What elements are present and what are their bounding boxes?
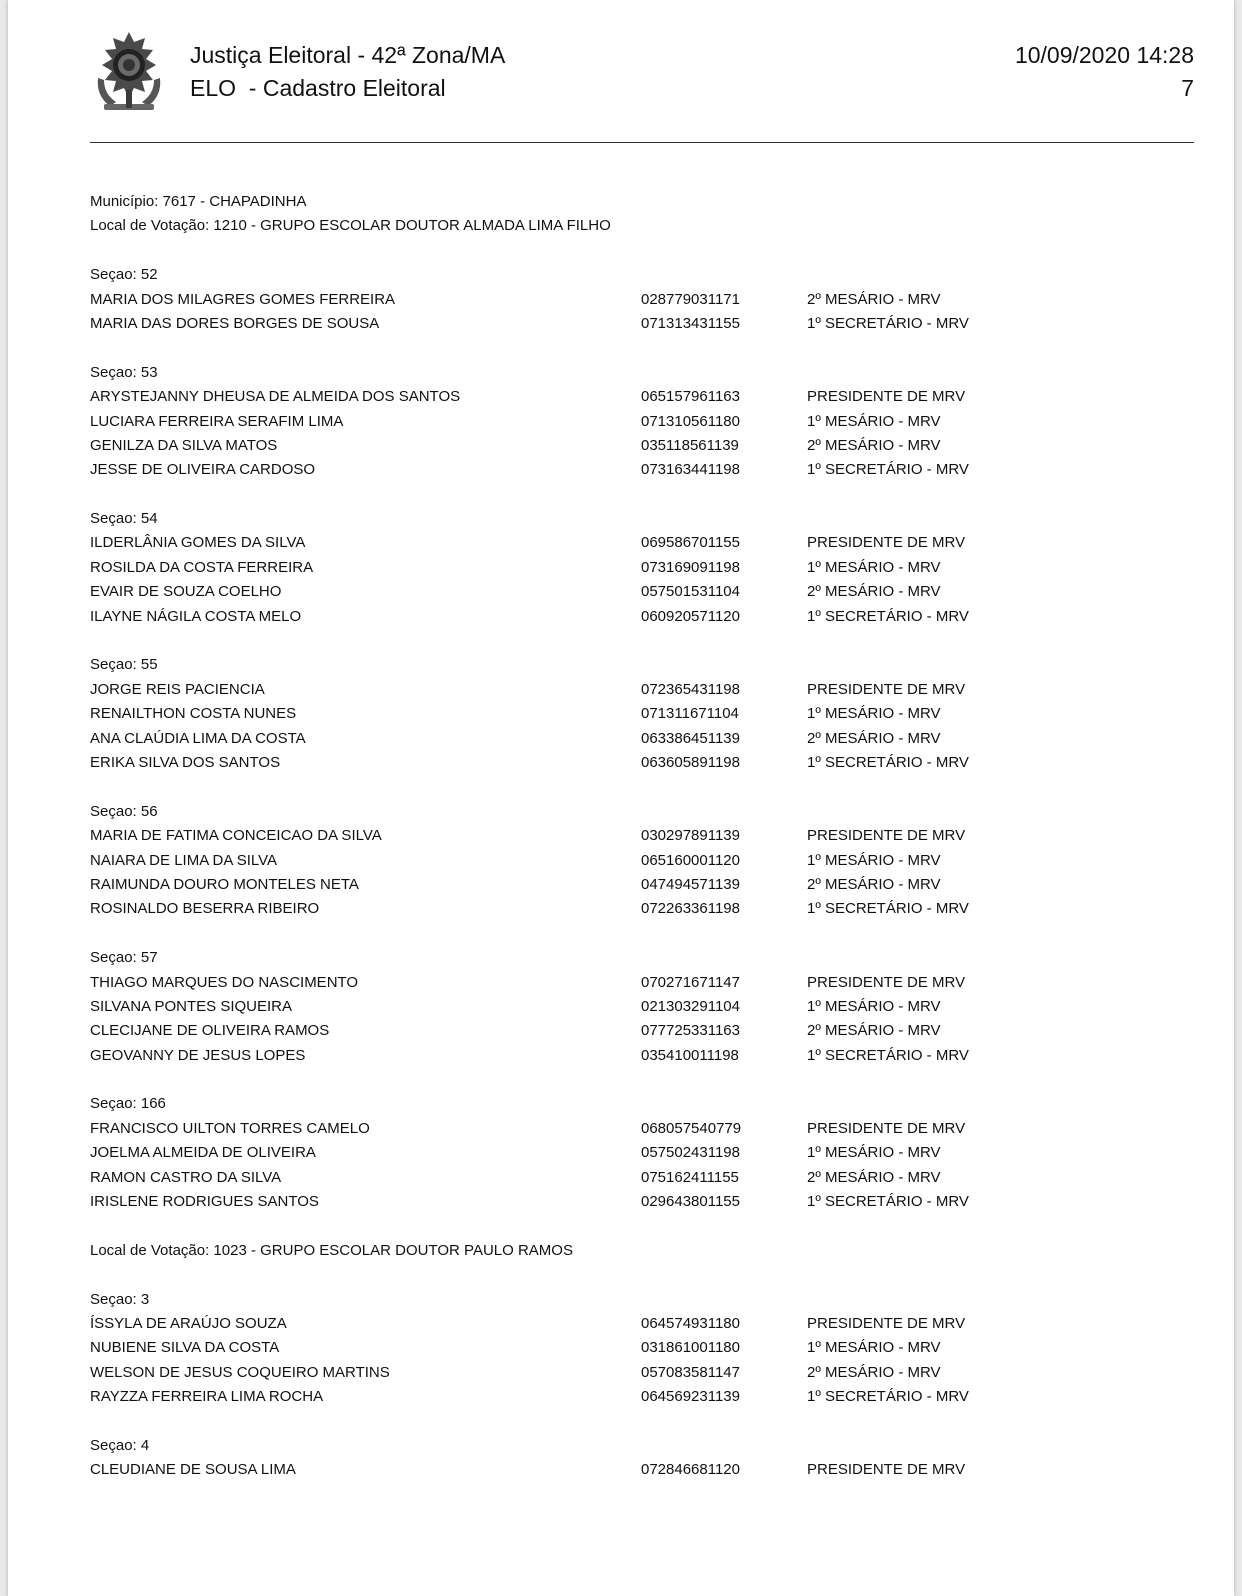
- report-datetime: 10/09/2020 14:28: [1014, 42, 1194, 68]
- voter-number: 035118561139: [641, 436, 739, 454]
- table-row: [90, 1336, 1194, 1360]
- member-name: RAYZZA FERREIRA LIMA ROCHA: [90, 1388, 324, 1406]
- voting-locations: [90, 214, 1194, 1482]
- voter-number: 029643801155: [641, 1193, 740, 1211]
- member-name: RENAILTHON COSTA NUNES: [90, 705, 297, 723]
- voting-location-label: Local de Votação: 1023 - GRUPO ESCOLAR DOUTOR PAULO RAMOS: [90, 1241, 573, 1259]
- member-role: 1º SECRETÁRIO - MRV: [807, 1388, 969, 1406]
- member-name: ARYSTEJANNY DHEUSA DE ALMEIDA DOS SANTOS: [90, 388, 461, 406]
- member-name: ILDERLÂNIA GOMES DA SILVA: [90, 534, 306, 552]
- member-name: CLECIJANE DE OLIVEIRA RAMOS: [90, 1022, 330, 1040]
- section-block: [90, 946, 1194, 1068]
- table-row: [90, 1190, 1194, 1214]
- section-label: Seçao: 3: [90, 1290, 150, 1308]
- member-role: 1º SECRETÁRIO - MRV: [807, 753, 969, 771]
- table-row: [90, 824, 1194, 848]
- member-role: 1º MESÁRIO - MRV: [807, 1339, 941, 1357]
- table-row: [90, 1385, 1194, 1409]
- voter-number: 068057540779: [641, 1119, 742, 1137]
- member-role: PRESIDENTE DE MRV: [807, 1461, 966, 1479]
- voter-number: 030297891139: [641, 827, 740, 845]
- voter-number: 072846681120: [641, 1461, 740, 1479]
- voter-number: 065160001120: [641, 851, 740, 869]
- table-row: [90, 702, 1194, 726]
- voter-number: 064569231139: [641, 1388, 740, 1406]
- brazil-coat-of-arms-icon: [90, 30, 168, 114]
- voter-number: 069586701155: [641, 534, 740, 552]
- member-name: ERIKA SILVA DOS SANTOS: [90, 753, 281, 771]
- table-row: [90, 1166, 1194, 1190]
- member-role: 1º MESÁRIO - MRV: [807, 1144, 941, 1162]
- voter-number: 057501531104: [641, 583, 740, 601]
- table-row: [90, 580, 1194, 604]
- voter-number: 063605891198: [641, 753, 740, 771]
- voter-number: 064574931180: [641, 1314, 740, 1332]
- member-role: 2º MESÁRIO - MRV: [807, 1363, 941, 1381]
- table-row: [90, 458, 1194, 482]
- member-name: ANA CLAÚDIA LIMA DA COSTA: [90, 729, 306, 747]
- table-row: [90, 605, 1194, 629]
- member-name: JORGE REIS PACIENCIA: [90, 680, 265, 698]
- voter-number: 065157961163: [641, 388, 740, 406]
- member-name: ROSINALDO BESERRA RIBEIRO: [90, 900, 320, 918]
- member-role: 1º SECRETÁRIO - MRV: [807, 461, 969, 479]
- member-role: PRESIDENTE DE MRV: [807, 1314, 966, 1332]
- member-role: PRESIDENTE DE MRV: [807, 973, 966, 991]
- member-name: GEOVANNY DE JESUS LOPES: [90, 1046, 306, 1064]
- section-label: Seçao: 55: [90, 656, 158, 674]
- member-role: 1º SECRETÁRIO - MRV: [807, 314, 969, 332]
- member-name: FRANCISCO UILTON TORRES CAMELO: [90, 1119, 370, 1137]
- table-row: [90, 1458, 1194, 1482]
- voter-number: 077725331163: [641, 1022, 740, 1040]
- table-row: [90, 531, 1194, 555]
- voter-number: 073163441198: [641, 461, 740, 479]
- member-name: IRISLENE RODRIGUES SANTOS: [90, 1193, 319, 1211]
- table-row: [90, 897, 1194, 921]
- section-label: Seçao: 54: [90, 510, 158, 528]
- member-role: 2º MESÁRIO - MRV: [807, 290, 941, 308]
- member-name: WELSON DE JESUS COQUEIRO MARTINS: [90, 1363, 390, 1381]
- member-name: LUCIARA FERREIRA SERAFIM LIMA: [90, 412, 344, 430]
- table-row: [90, 678, 1194, 702]
- section-label: Seçao: 52: [90, 266, 158, 284]
- table-row: [90, 1361, 1194, 1385]
- member-name: JOELMA ALMEIDA DE OLIVEIRA: [90, 1144, 316, 1162]
- table-row: [90, 727, 1194, 751]
- member-name: EVAIR DE SOUZA COELHO: [90, 583, 282, 601]
- table-row: [90, 1019, 1194, 1043]
- voter-number: 035410011198: [641, 1046, 739, 1064]
- voter-number: 075162411155: [641, 1168, 739, 1186]
- member-role: 2º MESÁRIO - MRV: [807, 1168, 941, 1186]
- member-role: 1º MESÁRIO - MRV: [807, 412, 941, 430]
- member-role: 1º SECRETÁRIO - MRV: [807, 900, 969, 918]
- voter-number: 021303291104: [641, 997, 740, 1015]
- org-title: Justiça Eleitoral - 42ª Zona/MA: [190, 42, 506, 68]
- table-row: [90, 312, 1194, 336]
- voter-number: 028779031171: [641, 290, 740, 308]
- voting-location: [90, 214, 1194, 1214]
- voter-number: 071313431155: [641, 314, 740, 332]
- table-row: [90, 873, 1194, 897]
- table-row: [90, 1312, 1194, 1336]
- table-row: [90, 288, 1194, 312]
- member-name: CLEUDIANE DE SOUSA LIMA: [90, 1461, 296, 1479]
- member-name: NAIARA DE LIMA DA SILVA: [90, 851, 278, 869]
- voter-number: 071311671104: [641, 705, 739, 723]
- document-page: [8, 0, 1234, 1596]
- voter-number: 073169091198: [641, 558, 740, 576]
- table-row: [90, 410, 1194, 434]
- section-label: Seçao: 56: [90, 802, 158, 820]
- report-header: [8, 0, 1234, 150]
- table-row: [90, 434, 1194, 458]
- member-role: PRESIDENTE DE MRV: [807, 680, 966, 698]
- section-block: [90, 263, 1194, 336]
- section-label: Seçao: 57: [90, 949, 158, 967]
- system-title: ELO - Cadastro Eleitoral: [190, 75, 446, 101]
- table-row: [90, 1117, 1194, 1141]
- member-role: 1º SECRETÁRIO - MRV: [807, 1193, 969, 1211]
- section-block: [90, 653, 1194, 775]
- table-row: [90, 385, 1194, 409]
- member-name: MARIA DAS DORES BORGES DE SOUSA: [90, 314, 380, 332]
- member-name: ROSILDA DA COSTA FERREIRA: [90, 558, 314, 576]
- voter-number: 071310561180: [641, 412, 740, 430]
- voter-number: 057083581147: [641, 1363, 740, 1381]
- report-body: [90, 190, 1194, 1483]
- table-row: [90, 1044, 1194, 1068]
- section-block: [90, 1288, 1194, 1410]
- voter-number: 060920571120: [641, 607, 740, 625]
- member-role: 1º MESÁRIO - MRV: [807, 851, 941, 869]
- member-name: GENILZA DA SILVA MATOS: [90, 436, 278, 454]
- table-row: [90, 995, 1194, 1019]
- voting-location: [90, 1239, 1194, 1483]
- page-number: 7: [1181, 75, 1194, 101]
- section-block: [90, 1434, 1194, 1483]
- table-row: [90, 849, 1194, 873]
- member-role: 2º MESÁRIO - MRV: [807, 1022, 941, 1040]
- member-name: MARIA DE FATIMA CONCEICAO DA SILVA: [90, 827, 382, 845]
- voting-location-label: Local de Votação: 1210 - GRUPO ESCOLAR DOUTOR ALMADA LIMA FILHO: [90, 217, 611, 235]
- member-name: JESSE DE OLIVEIRA CARDOSO: [90, 461, 316, 479]
- section-label: Seçao: 4: [90, 1436, 150, 1454]
- voter-number: 072263361198: [641, 900, 740, 918]
- voter-number: 047494571139: [641, 875, 740, 893]
- member-role: PRESIDENTE DE MRV: [807, 1119, 966, 1137]
- municipio-label: Município: 7617 - CHAPADINHA: [90, 193, 307, 210]
- voter-number: 063386451139: [641, 729, 740, 747]
- table-row: [90, 971, 1194, 995]
- voter-number: 072365431198: [641, 680, 740, 698]
- table-row: [90, 556, 1194, 580]
- member-role: PRESIDENTE DE MRV: [807, 827, 966, 845]
- table-row: [90, 1141, 1194, 1165]
- section-label: Seçao: 166: [90, 1095, 166, 1113]
- section-label: Seçao: 53: [90, 363, 158, 381]
- section-block: [90, 800, 1194, 922]
- member-role: PRESIDENTE DE MRV: [807, 388, 966, 406]
- member-role: 2º MESÁRIO - MRV: [807, 875, 941, 893]
- voter-number: 031861001180: [641, 1339, 740, 1357]
- section-block: [90, 361, 1194, 483]
- header-divider: [90, 142, 1194, 143]
- member-role: 1º MESÁRIO - MRV: [807, 997, 941, 1015]
- member-name: RAIMUNDA DOURO MONTELES NETA: [90, 875, 359, 893]
- member-role: 2º MESÁRIO - MRV: [807, 729, 941, 747]
- member-role: 1º MESÁRIO - MRV: [807, 558, 941, 576]
- member-role: 1º SECRETÁRIO - MRV: [807, 1046, 969, 1064]
- member-name: ILAYNE NÁGILA COSTA MELO: [90, 607, 302, 625]
- member-name: SILVANA PONTES SIQUEIRA: [90, 997, 293, 1015]
- member-role: 2º MESÁRIO - MRV: [807, 583, 941, 601]
- member-name: NUBIENE SILVA DA COSTA: [90, 1339, 280, 1357]
- member-name: ÍSSYLA DE ARAÚJO SOUZA: [90, 1314, 287, 1332]
- member-role: PRESIDENTE DE MRV: [807, 534, 966, 552]
- table-row: [90, 751, 1194, 775]
- section-block: [90, 1092, 1194, 1214]
- member-role: 1º SECRETÁRIO - MRV: [807, 607, 969, 625]
- member-role: 1º MESÁRIO - MRV: [807, 705, 941, 723]
- section-block: [90, 507, 1194, 629]
- member-name: THIAGO MARQUES DO NASCIMENTO: [90, 973, 359, 991]
- member-role: 2º MESÁRIO - MRV: [807, 436, 941, 454]
- member-name: MARIA DOS MILAGRES GOMES FERREIRA: [90, 290, 396, 308]
- member-name: RAMON CASTRO DA SILVA: [90, 1168, 282, 1186]
- voter-number: 070271671147: [641, 973, 740, 991]
- voter-number: 057502431198: [641, 1144, 740, 1162]
